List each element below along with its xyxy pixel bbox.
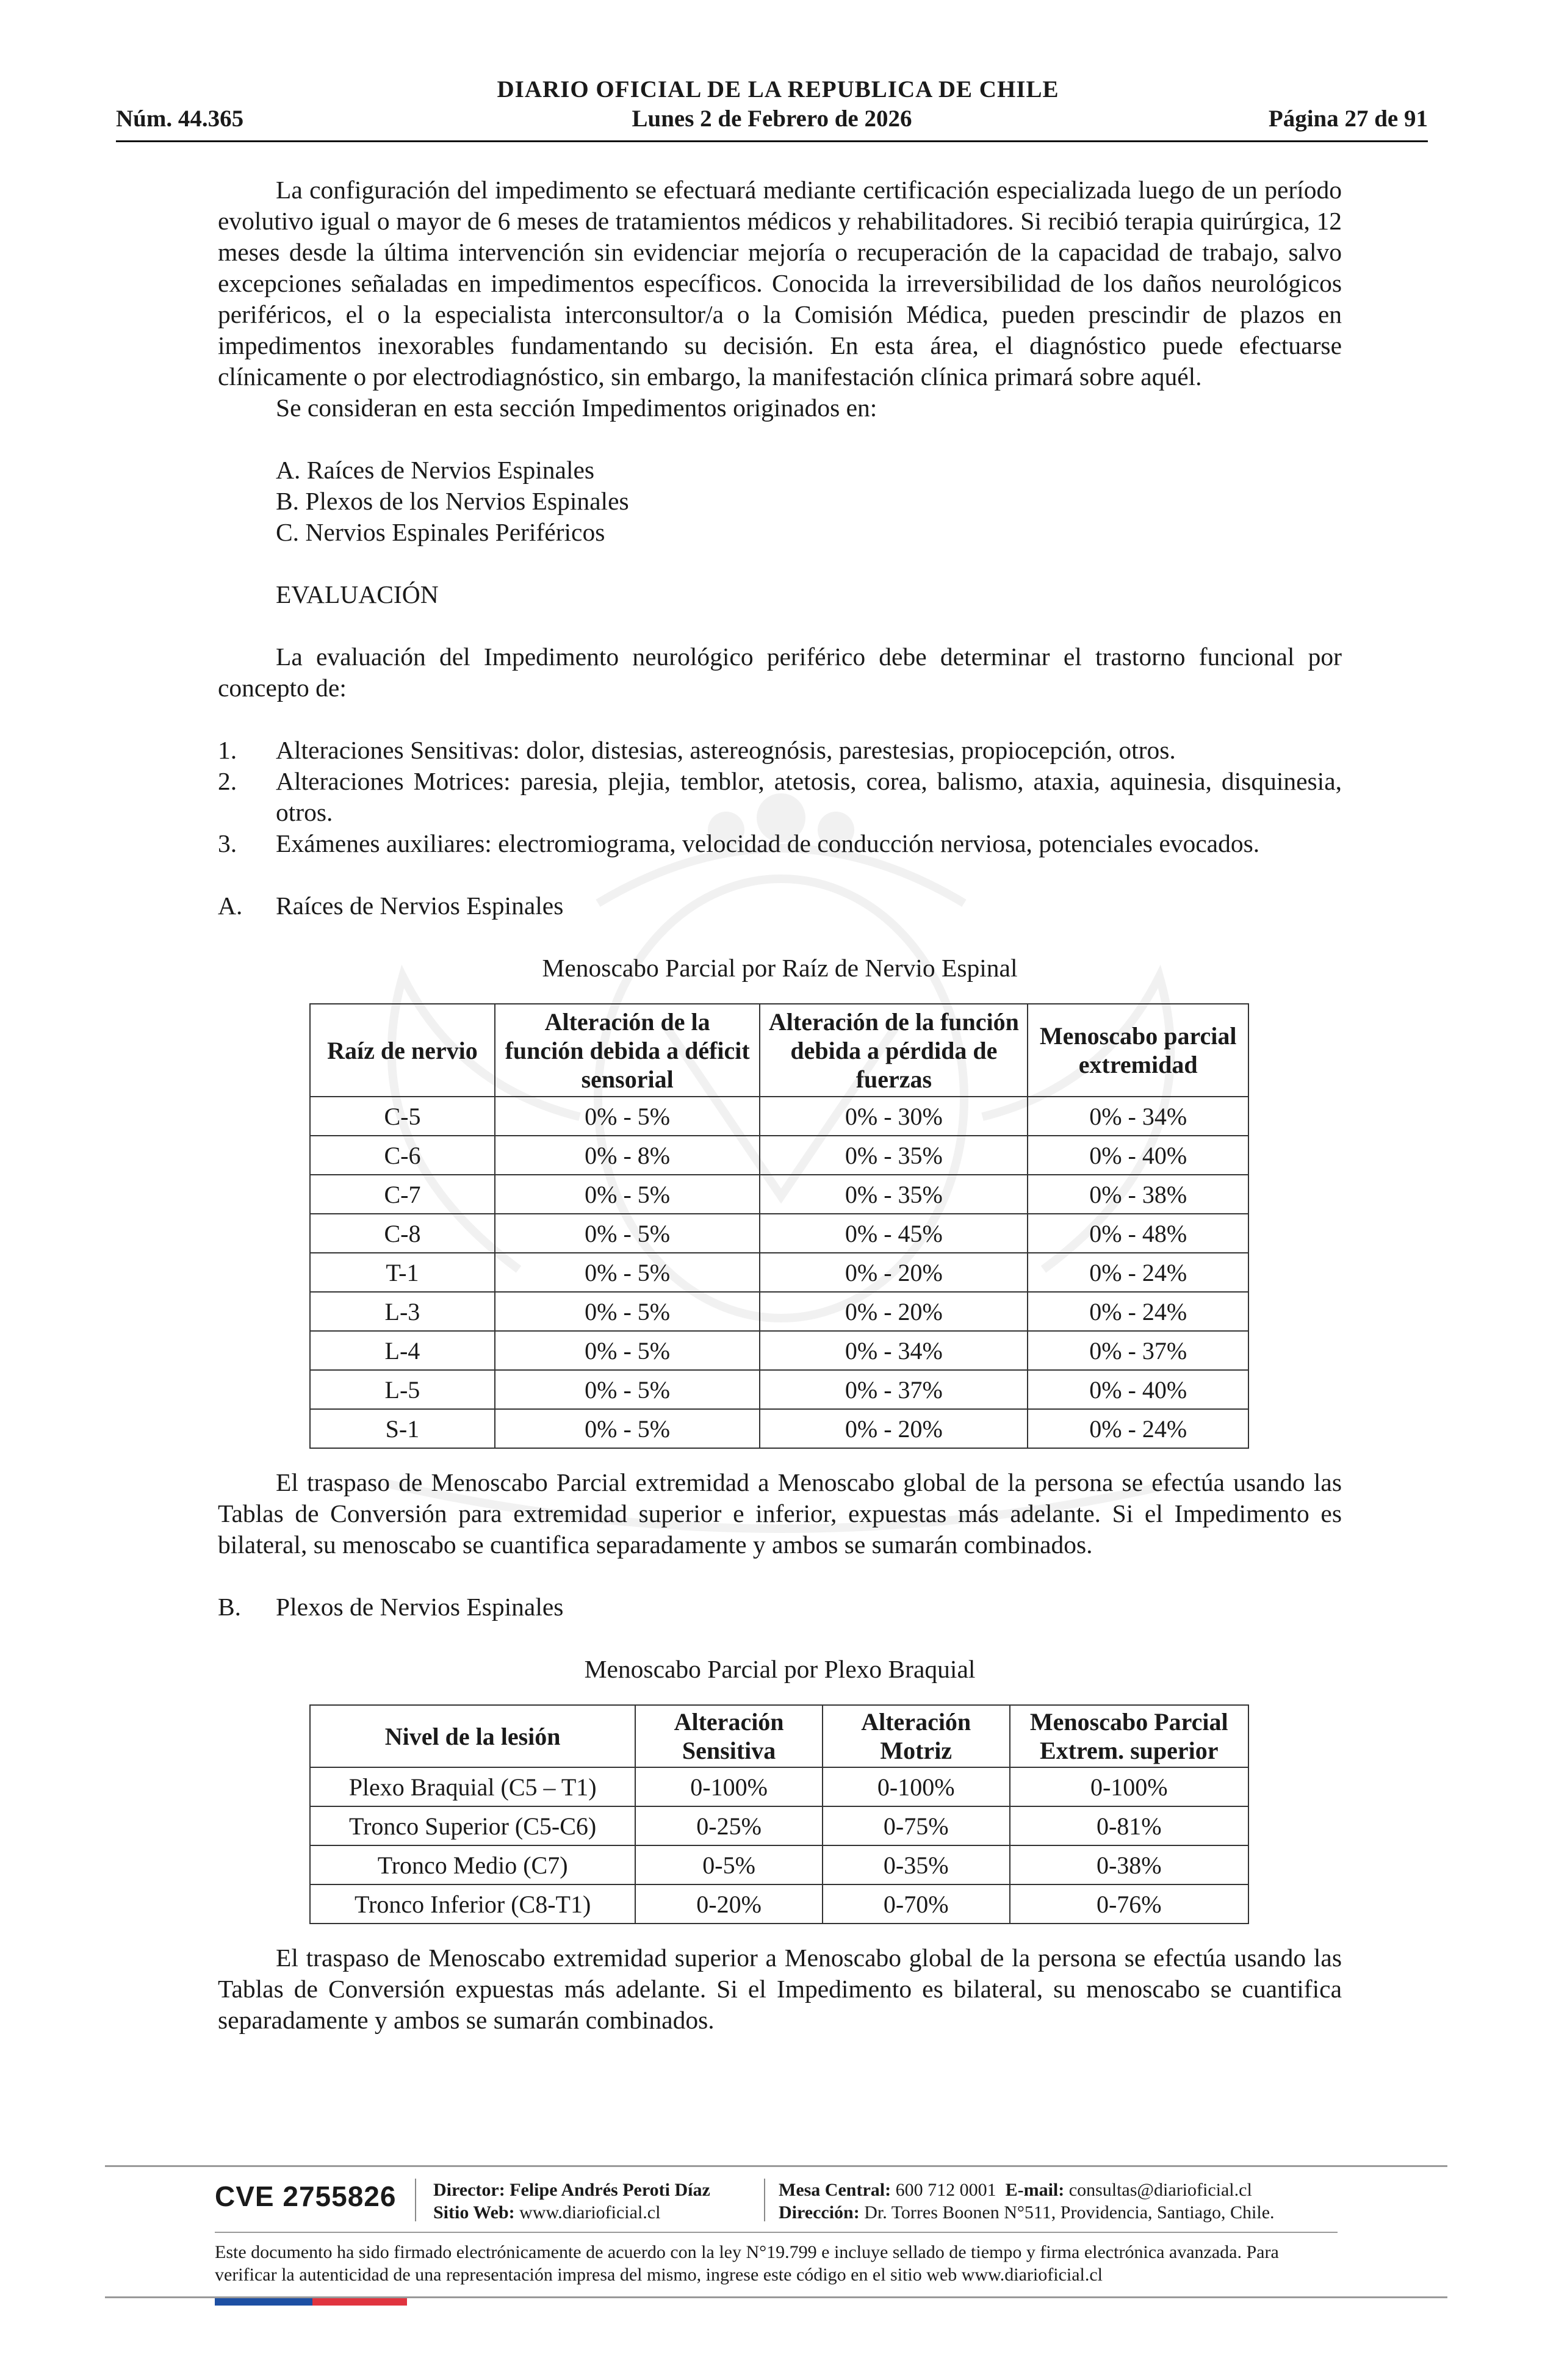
table-row [310,1292,1248,1331]
table-cell: C-5 [310,1097,495,1136]
table-row [310,1767,1248,1806]
table-cell: Tronco Superior (C5-C6) [310,1806,635,1845]
table-cell: 0% - 24% [1028,1409,1248,1448]
table-cell: 0-100% [823,1767,1010,1806]
section-b-heading: B. Plexos de Nervios Espinales [218,1593,564,1621]
table-body [310,1767,1248,1924]
table-cell: 0% - 5% [495,1331,760,1370]
table-cell: 0-38% [1010,1845,1248,1884]
legal-notice: Este documento ha sido firmado electrónicamente de acuerdo con la ley N°19.799 e incluye sellado de tiempo y firma electrónica avanzada. Para verificar la autenticidad de una representación impresa del mismo, ingrese este código en el sitio web www.diarioficial.cl [215,2242,1279,2285]
table-row [310,1884,1248,1924]
table-cell: 0-20% [635,1884,823,1924]
table-row [310,1136,1248,1175]
table-cell: C-8 [310,1214,495,1253]
table-row [310,1331,1248,1370]
table-cell: 0-81% [1010,1806,1248,1845]
table-cell: 0% - 5% [495,1370,760,1409]
table-cell: 0% - 8% [495,1136,760,1175]
section-list-item: B. Plexos de los Nervios Espinales [276,487,629,515]
table-row [310,1214,1248,1253]
website-link[interactable]: www.diarioficial.cl [519,2202,661,2223]
root-nerve-table [309,1003,1249,1449]
column-header: Alteración Motriz [823,1705,1010,1767]
issue-date: Lunes 2 de Febrero de 2026 [632,106,912,132]
table-cell: C-6 [310,1136,495,1175]
transfer-paragraph-2: El traspaso de Menoscabo extremidad superior a Menoscabo global de la persona se efectúa usando las Tablas de Conversión expuestas más adelante. Si el Impedimento es bilateral, su menoscabo se cuantifica separadamente y ambos se sumarán combinados. [218,1944,1342,2034]
email-link[interactable]: consultas@diarioficial.cl [1068,2180,1252,2200]
table-row [310,1845,1248,1884]
table-cell: 0-100% [635,1767,823,1806]
table-cell: 0-25% [635,1806,823,1845]
table-cell: L-5 [310,1370,495,1409]
table-row [310,1409,1248,1448]
table-cell: 0-75% [823,1806,1010,1845]
footer-divider [215,2232,1338,2233]
table-cell: 0% - 5% [495,1409,760,1448]
phone-number: 600 712 0001 [895,2180,996,2200]
table-cell: 0% - 40% [1028,1370,1248,1409]
table-header-row [310,1705,1248,1767]
article-body [218,175,1342,2036]
column-header: Nivel de la lesión [310,1705,635,1767]
table1-caption: Menoscabo Parcial por Raíz de Nervio Espinal [542,954,1018,982]
list-item: 2. Alteraciones Motrices: paresia, plejia, temblor, atetosis, corea, balismo, ataxia, aquinesia, disquinesia, otros. [218,767,1342,826]
header-divider [116,140,1428,142]
column-header: Raíz de nervio [310,1004,495,1097]
footer-separator [415,2179,416,2221]
criteria-list [218,735,1342,859]
evaluation-paragraph: La evaluación del Impedimento neurológico periférico debe determinar el trastorno funcional por concepto de: [218,643,1342,702]
address: Dr. Torres Boonen N°511, Providencia, Santiago, Chile. [864,2202,1275,2223]
evaluation-heading: EVALUACIÓN [276,580,439,608]
transfer-paragraph-1: El traspaso de Menoscabo Parcial extremidad a Menoscabo global de la persona se efectúa usando las Tablas de Conversión para extremidad superior e inferior, expuestas más adelante. Si el Impedimento es bilateral, su menoscabo se cuantifica separadamente y ambos se sumarán combinados. [218,1468,1342,1559]
table-cell: 0-76% [1010,1884,1248,1924]
table-cell: C-7 [310,1175,495,1214]
table-cell: 0% - 34% [760,1331,1028,1370]
footer-separator [764,2179,765,2221]
section-a-heading: A. Raíces de Nervios Espinales [218,892,564,920]
table-cell: 0-100% [1010,1767,1248,1806]
column-header: Alteración de la función debida a déficit sensorial [495,1004,760,1097]
table-row [310,1370,1248,1409]
flag-stripe-blue [215,2298,312,2306]
footer-divider [105,2165,1447,2167]
table-cell: 0% - 24% [1028,1253,1248,1292]
page-number: Página 27 de 91 [1268,106,1428,132]
table-cell: 0% - 34% [1028,1097,1248,1136]
table-cell: 0% - 20% [760,1292,1028,1331]
table-cell: 0% - 37% [1028,1331,1248,1370]
newspaper-title: DIARIO OFICIAL DE LA REPUBLICA DE CHILE [497,76,1059,103]
director-name: Felipe Andrés Peroti Díaz [510,2180,710,2200]
table-cell: Tronco Medio (C7) [310,1845,635,1884]
table-row [310,1253,1248,1292]
table-cell: 0% - 35% [760,1136,1028,1175]
table-body [310,1097,1248,1448]
table-cell: S-1 [310,1409,495,1448]
table-cell: 0-70% [823,1884,1010,1924]
table-cell: 0% - 24% [1028,1292,1248,1331]
column-header: Alteración de la función debida a pérdida de fuerzas [760,1004,1028,1097]
intro-paragraph: La configuración del impedimento se efectuará mediante certificación especializada luego de un período evolutivo igual o mayor de 6 meses de tratamientos médicos y rehabilitadores. Si recibió terapia quirúrgica, 12 meses desde la última intervención sin evidenciar mejoría o recuperación de la capacidad de trabajo, salvo excepciones señaladas en impedimentos específicos. Conocida la irreversibilidad de los daños neurológicos periféricos, el o la especialista interconsultor/a o la Comisión Médica, pueden prescindir de plazos en impedimentos inexorables fundamentando su decisión. En esta área, el diagnóstico puede efectuarse clínicamente o por electrodiagnóstico, sin embargo, la manifestación clínica primará sobre aquél. [218,176,1342,391]
table-cell: 0% - 40% [1028,1136,1248,1175]
table-row [310,1806,1248,1845]
table-cell: L-3 [310,1292,495,1331]
column-header: Alteración Sensitiva [635,1705,823,1767]
footer-director-block: Director: Felipe Andrés Peroti Díaz Sitio Web: www.diarioficial.cl [433,2180,710,2223]
table-cell: 0% - 5% [495,1292,760,1331]
table-cell: 0% - 35% [760,1175,1028,1214]
table-cell: Tronco Inferior (C8-T1) [310,1884,635,1924]
table-cell: 0% - 5% [495,1253,760,1292]
table-cell: 0% - 20% [760,1253,1028,1292]
cve-code: CVE 2755826 [215,2180,397,2212]
table-cell: 0% - 48% [1028,1214,1248,1253]
table-cell: 0% - 5% [495,1175,760,1214]
table-cell: T-1 [310,1253,495,1292]
brachial-plexus-table [309,1704,1249,1924]
table-cell: Plexo Braquial (C5 – T1) [310,1767,635,1806]
issue-number: Núm. 44.365 [116,106,244,132]
table-cell: 0% - 37% [760,1370,1028,1409]
table-cell: 0% - 30% [760,1097,1028,1136]
table-cell: L-4 [310,1331,495,1370]
table-cell: 0-35% [823,1845,1010,1884]
table-cell: 0-5% [635,1845,823,1884]
footer-contact-block: Mesa Central: 600 712 0001 E-mail: consultas@diarioficial.cl Dirección: Dr. Torres Boonen N°511, Providencia, Santiago, Chile. [779,2180,1275,2223]
sections-intro: Se consideran en esta sección Impedimentos originados en: [276,394,877,422]
table-cell: 0% - 5% [495,1214,760,1253]
table-cell: 0% - 20% [760,1409,1028,1448]
list-item: 1. Alteraciones Sensitivas: dolor, distesias, astereognósis, parestesias, propiocepción, otros. [218,736,1176,764]
table-row [310,1175,1248,1214]
table-cell: 0% - 38% [1028,1175,1248,1214]
table2-caption: Menoscabo Parcial por Plexo Braquial [584,1655,976,1683]
column-header: Menoscabo parcial extremidad [1028,1004,1248,1097]
table-cell: 0% - 5% [495,1097,760,1136]
flag-stripe-red [312,2298,407,2306]
table-header-row [310,1004,1248,1097]
section-list-item: A. Raíces de Nervios Espinales [276,456,595,484]
list-item: 3. Exámenes auxiliares: electromiograma, velocidad de conducción nerviosa, potenciales evocados. [218,829,1260,857]
column-header: Menoscabo Parcial Extrem. superior [1010,1705,1248,1767]
table-cell: 0% - 45% [760,1214,1028,1253]
table-row [310,1097,1248,1136]
section-list-item: C. Nervios Espinales Periféricos [276,518,605,546]
header-row [116,105,1428,137]
